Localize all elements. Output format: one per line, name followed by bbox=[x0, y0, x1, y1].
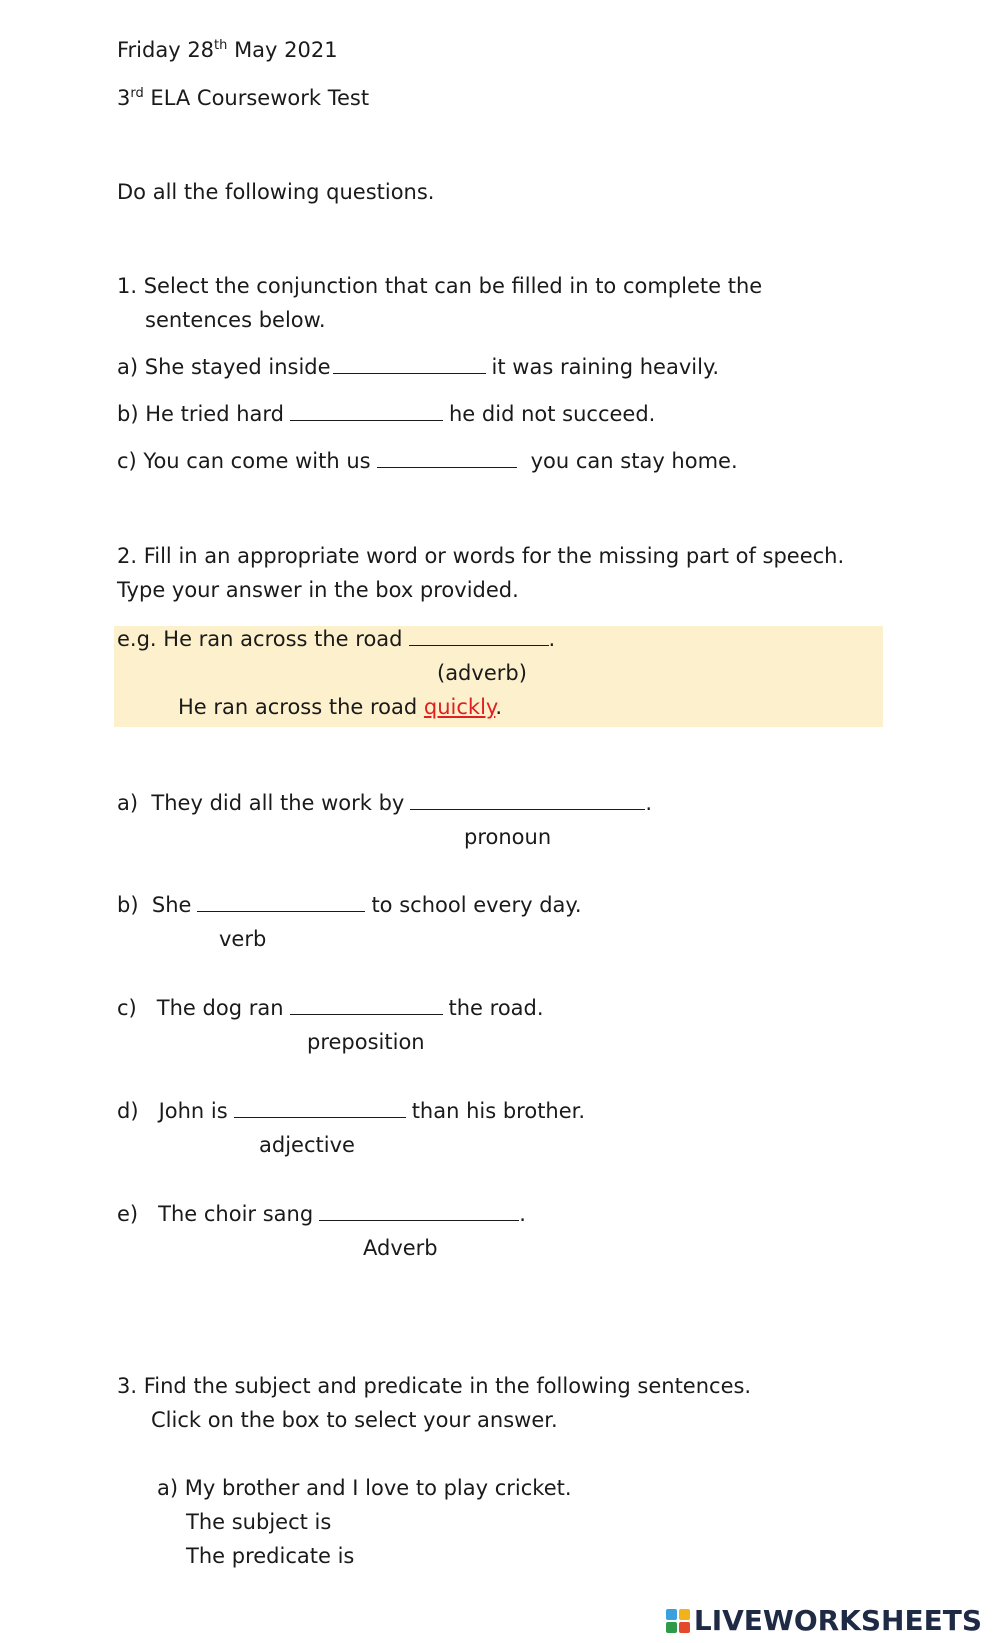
q1-item-c: c) You can come with us you can stay home. bbox=[117, 449, 738, 473]
example-hint: (adverb) bbox=[437, 661, 527, 685]
q2-prompt-line1: 2. Fill in an appropriate word or words for the missing part of speech. bbox=[117, 544, 845, 568]
q1-item-a: a) She stayed inside it was raining heavily. bbox=[117, 355, 720, 379]
q2-a-hint: pronoun bbox=[464, 825, 552, 849]
q2-e-hint: Adverb bbox=[363, 1236, 438, 1260]
q2-item-d: d) John is than his brother. bbox=[117, 1099, 586, 1123]
q1-prompt-line2: sentences below. bbox=[145, 308, 326, 332]
q2-item-c: c) The dog ran the road. bbox=[117, 996, 544, 1020]
q3-a-sentence: a) My brother and I love to play cricket. bbox=[157, 1476, 572, 1500]
q2-d-input[interactable] bbox=[234, 1116, 406, 1118]
q2-c-hint: preposition bbox=[307, 1030, 425, 1054]
q2-b-hint: verb bbox=[219, 927, 267, 951]
q2-item-a: a) They did all the work by . bbox=[117, 791, 653, 815]
q2-item-e: e) The choir sang . bbox=[117, 1202, 526, 1226]
q3-prompt-line1: 3. Find the subject and predicate in the following sentences. bbox=[117, 1374, 752, 1398]
q3-a-subject-label: The subject is bbox=[186, 1510, 332, 1534]
q2-d-hint: adjective bbox=[259, 1133, 355, 1157]
date-line: Friday 28th May 2021 bbox=[117, 38, 338, 62]
q1-c-blank[interactable] bbox=[377, 466, 517, 468]
example-answer-word: quickly bbox=[423, 695, 496, 719]
example-line1: e.g. He ran across the road . bbox=[117, 627, 556, 651]
instructions: Do all the following questions. bbox=[117, 180, 435, 204]
example-answer: He ran across the road quickly. bbox=[178, 695, 503, 719]
q1-prompt-line1: 1. Select the conjunction that can be filled in to complete the bbox=[117, 274, 763, 298]
logo-squares-icon bbox=[666, 1609, 690, 1633]
example-blank bbox=[409, 644, 549, 646]
q2-c-input[interactable] bbox=[290, 1013, 443, 1015]
q3-a-predicate-label: The predicate is bbox=[186, 1544, 355, 1568]
logo-text: LIVEWORKSHEETS bbox=[693, 1604, 982, 1637]
q2-item-b: b) She to school every day. bbox=[117, 893, 582, 917]
q2-a-input[interactable] bbox=[410, 808, 645, 810]
q1-b-blank[interactable] bbox=[290, 419, 443, 421]
liveworksheets-logo bbox=[666, 1604, 982, 1637]
q2-b-input[interactable] bbox=[197, 910, 365, 912]
test-title: 3rd ELA Coursework Test bbox=[117, 86, 370, 110]
q1-item-b: b) He tried hard he did not succeed. bbox=[117, 402, 656, 426]
q2-e-input[interactable] bbox=[319, 1219, 519, 1221]
q3-prompt-line2: Click on the box to select your answer. bbox=[151, 1408, 558, 1432]
q2-prompt-line2: Type your answer in the box provided. bbox=[117, 578, 519, 602]
q1-a-blank[interactable] bbox=[333, 372, 486, 374]
